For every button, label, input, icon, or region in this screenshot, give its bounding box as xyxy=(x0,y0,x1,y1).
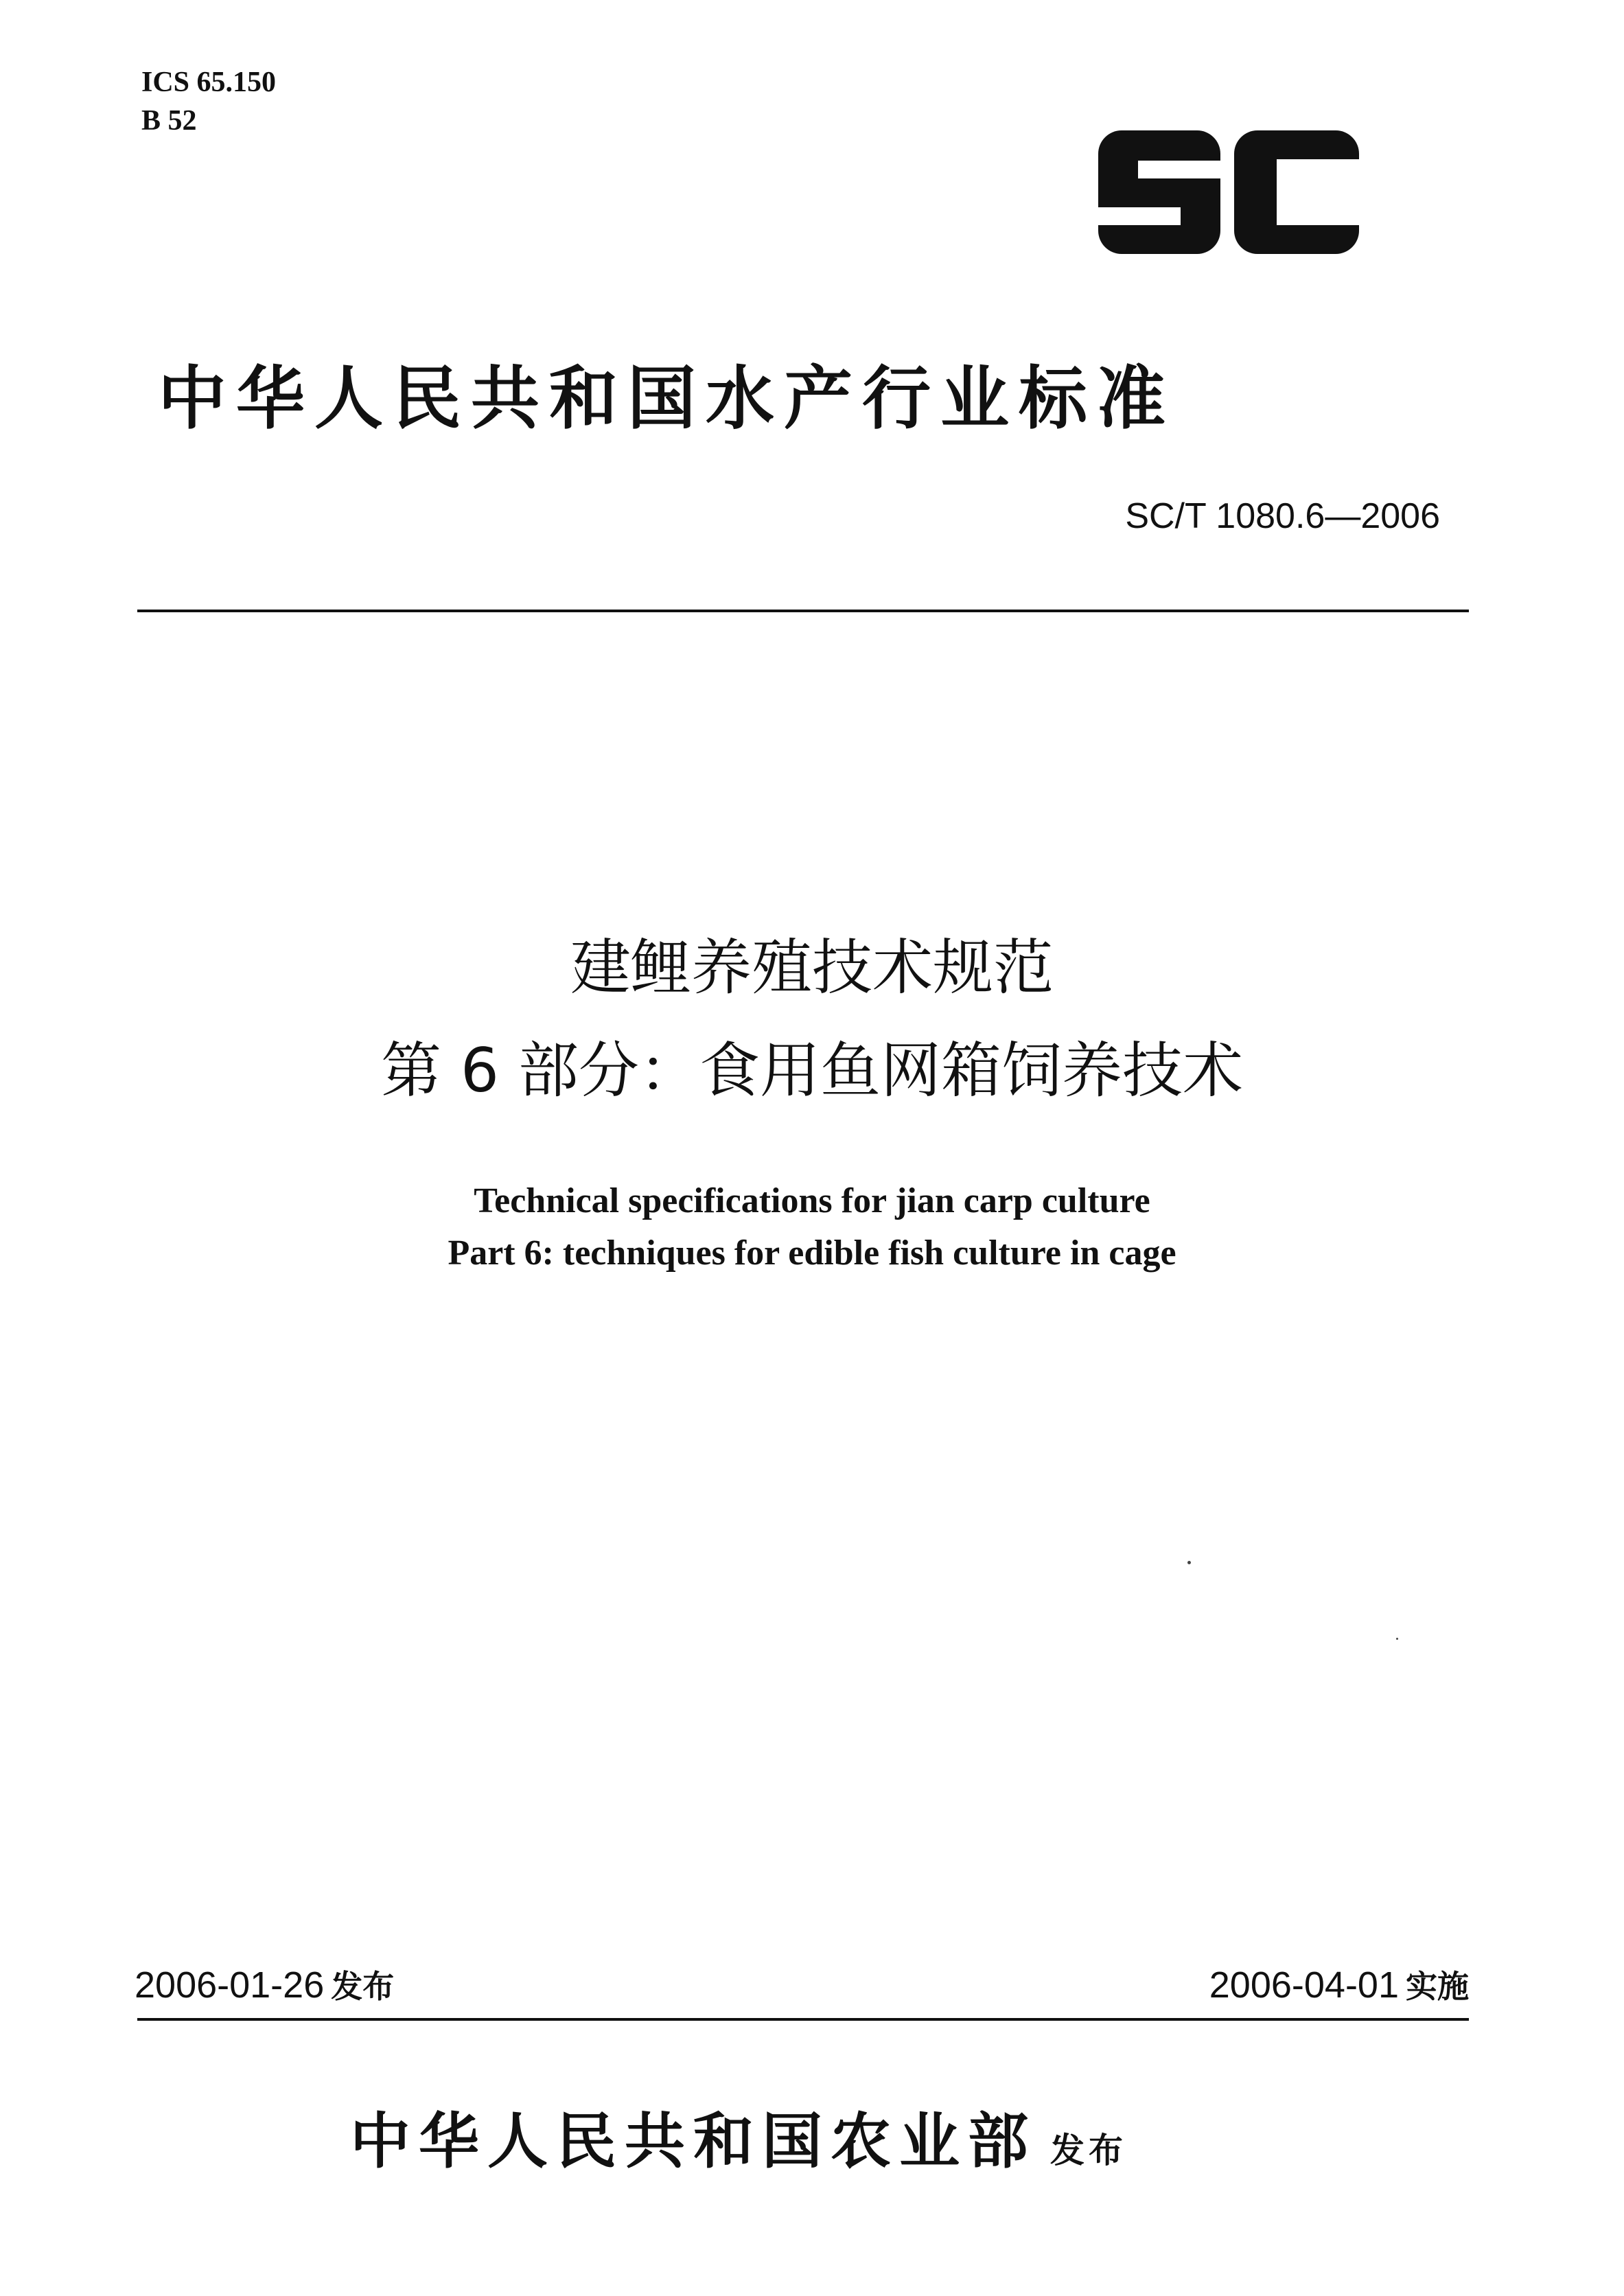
ics-code: ICS 65.150 xyxy=(141,67,277,98)
footer-divider xyxy=(137,2018,1469,2021)
en-title-line1: Technical specifications for jian carp culture xyxy=(474,1181,1150,1220)
ccs-code: B 52 xyxy=(141,105,197,137)
scan-speck xyxy=(1396,1638,1398,1640)
implement-date-value: 2006-04-01 xyxy=(1209,1964,1399,2006)
standard-category-title: 中华人民共和国水产行业标准 xyxy=(158,358,1175,439)
publisher-suffix: 发布 xyxy=(1050,2131,1128,2170)
publisher xyxy=(350,2094,1127,2180)
implement-date-label: 实施 xyxy=(1406,1968,1469,2005)
publisher-name: 中华人民共和国农业部 xyxy=(350,2105,1037,2177)
sc-logo xyxy=(1098,130,1359,254)
en-title-line2: Part 6: techniques for edible fish culture in cage xyxy=(448,1233,1176,1273)
scan-speck xyxy=(1187,1561,1191,1564)
issue-date-label: 发布 xyxy=(331,1968,395,2005)
sc-logo-text: SC xyxy=(1098,130,1100,131)
header-divider xyxy=(137,610,1469,612)
issue-date xyxy=(135,1962,394,2007)
standard-code: SC/T 1080.6—2006 xyxy=(1125,496,1440,536)
issue-date-value: 2006-01-26 xyxy=(135,1964,325,2006)
cn-title-line1: 建鲤养殖技术规范 xyxy=(570,932,1054,1003)
cn-title-line2: 第 6 部分：食用鱼网箱饲养技术 xyxy=(381,1035,1243,1106)
implement-date xyxy=(1209,1962,1469,2007)
classification-codes xyxy=(141,63,276,140)
